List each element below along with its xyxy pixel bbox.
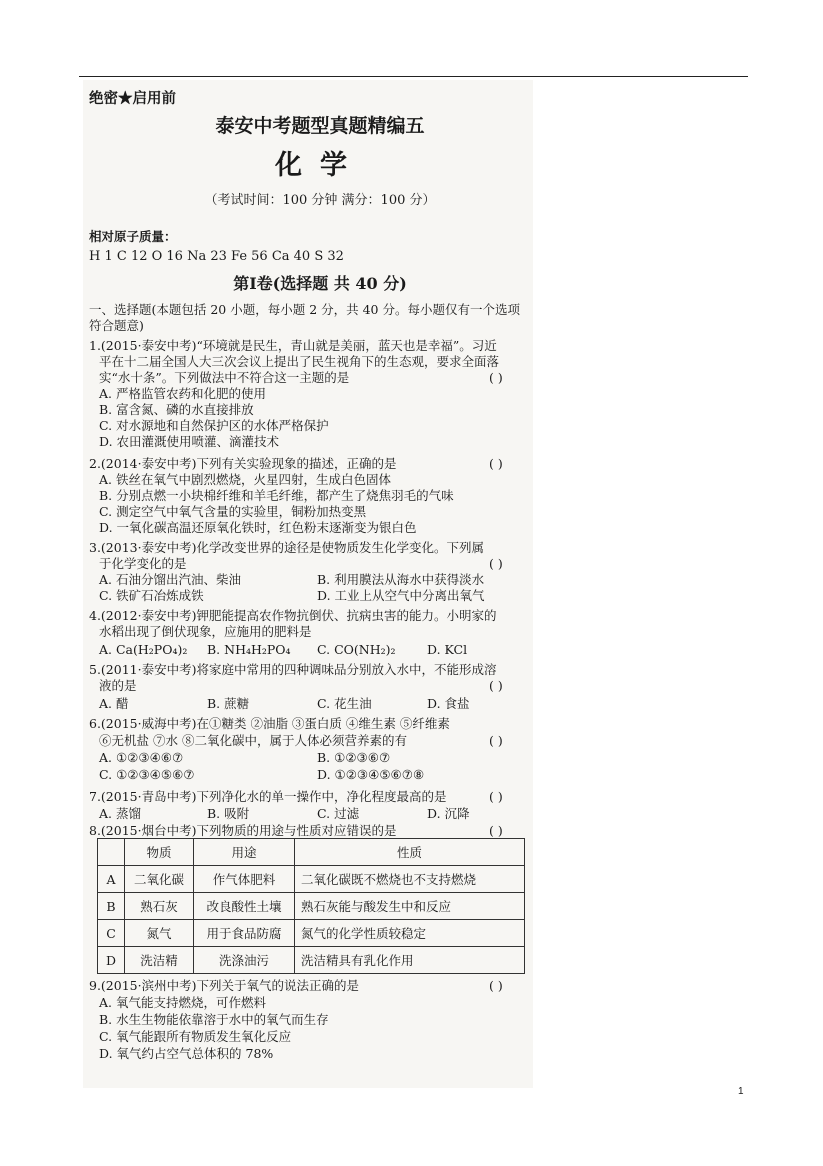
- question-6-option-b: B. ①②③⑥⑦: [317, 750, 391, 765]
- instructions-line: 符合题意): [89, 318, 144, 333]
- question-5-line: 液的是: [99, 678, 137, 693]
- question-1-line: 实“水十条”。下列做法中不符合这一主题的是: [99, 370, 350, 385]
- table-cell: 熟石灰: [125, 893, 194, 920]
- question-3-option-d: D. 工业上从空气中分离出氧气: [317, 588, 485, 603]
- table-row: [98, 893, 525, 920]
- answer-paren: ( ): [489, 789, 503, 804]
- atomic-mass-values: H 1 C 12 O 16 Na 23 Fe 56 Ca 40 S 32: [89, 249, 344, 264]
- question-4-line: 水稻出现了倒伏现象，应施用的肥料是: [99, 624, 312, 639]
- subject-title: 化学: [275, 150, 365, 181]
- question-6-line: ⑥无机盐 ⑦水 ⑧二氧化碳中，属于人体必须营养素的有: [99, 733, 407, 748]
- table-cell: 改良酸性土壤: [194, 893, 295, 920]
- table-header-cell: [98, 839, 125, 866]
- table-cell: C: [98, 920, 125, 947]
- question-3-option-b: B. 利用膜法从海水中获得淡水: [317, 572, 485, 587]
- question-1-line: 平在十二届全国人大三次会议上提出了民生视角下的生态观，要求全面落: [99, 354, 500, 369]
- question-3-line: 3.(2013·泰安中考)化学改变世界的途径是使物质发生化学变化。下列属: [89, 540, 484, 555]
- table-row: [98, 947, 525, 974]
- question-2-line: 2.(2014·泰安中考)下列有关实验现象的描述，正确的是: [89, 456, 397, 471]
- table-cell: 氮气: [125, 920, 194, 947]
- answer-paren: ( ): [489, 733, 503, 748]
- table-cell: 氮气的化学性质较稳定: [295, 920, 525, 947]
- table-cell: D: [98, 947, 125, 974]
- table-cell: B: [98, 893, 125, 920]
- question-7-option-d: D. 沉降: [427, 806, 470, 821]
- question-4-option-d: D. KCl: [427, 642, 468, 657]
- table-cell: 熟石灰能与酸发生中和反应: [295, 893, 525, 920]
- table-cell: 洗涤油污: [194, 947, 295, 974]
- question-6-option-c: C. ①②③④⑤⑥⑦: [99, 767, 195, 782]
- question-4-option-b: B. NH₄H₂PO₄: [207, 642, 291, 657]
- question-1-option-b: B. 富含氮、磷的水直接排放: [99, 402, 254, 417]
- atomic-mass-label: 相对原子质量：: [89, 229, 177, 244]
- table-cell: A: [98, 866, 125, 893]
- exam-time: （考试时间：100 分钟 满分：100 分）: [204, 193, 436, 208]
- question-3-line: 于化学变化的是: [99, 556, 187, 571]
- confidential-label: 绝密★启用前: [89, 90, 176, 107]
- question-7-option-a: A. 蒸馏: [99, 806, 141, 821]
- answer-paren: ( ): [489, 823, 503, 838]
- answer-paren: ( ): [489, 556, 503, 571]
- question-5-line: 5.(2011·泰安中考)将家庭中常用的四种调味品分别放入水中，不能形成溶: [89, 662, 497, 677]
- answer-paren: ( ): [489, 370, 503, 385]
- question-3-option-a: A. 石油分馏出汽油、柴油: [99, 572, 241, 587]
- question-6-line: 6.(2015·威海中考)在①糖类 ②油脂 ③蛋白质 ④维生素 ⑤纤维素: [89, 716, 450, 731]
- table-cell: 作气体肥料: [194, 866, 295, 893]
- question-4-option-c: C. CO(NH₂)₂: [317, 642, 396, 657]
- question-2-option-a: A. 铁丝在氧气中剧烈燃烧，火星四射，生成白色固体: [99, 472, 391, 487]
- question-5-option-b: B. 蔗糖: [207, 696, 250, 711]
- table-header-cell: 用途: [194, 839, 295, 866]
- question-7-line: 7.(2015·青岛中考)下列净化水的单一操作中，净化程度最高的是: [89, 789, 447, 804]
- answer-paren: ( ): [489, 456, 503, 471]
- question-2-option-d: D. 一氧化碳高温还原氧化铁时，红色粉末逐渐变为银白色: [99, 520, 417, 535]
- table-cell: 二氧化碳: [125, 866, 194, 893]
- question-8-line: 8.(2015·烟台中考)下列物质的用途与性质对应错误的是: [89, 823, 397, 838]
- question-9-option-a: A. 氧气能支持燃烧，可作燃料: [99, 995, 266, 1010]
- page-number: 1: [738, 1086, 744, 1097]
- question-1-line: 1.(2015·泰安中考)“环境就是民生，青山就是美丽，蓝天也是幸福”。习近: [89, 338, 497, 353]
- question-9-option-d: D. 氧气约占空气总体积的 78%: [99, 1046, 274, 1061]
- question-1-option-d: D. 农田灌溉使用喷灌、滴灌技术: [99, 434, 280, 449]
- question-2-option-c: C. 测定空气中氧气含量的实验里，铜粉加热变黑: [99, 504, 367, 519]
- section-title: 第Ⅰ卷(选择题 共 40 分): [233, 274, 407, 293]
- question-2-option-b: B. 分别点燃一小块棉纤维和羊毛纤维，都产生了烧焦羽毛的气味: [99, 488, 454, 503]
- question-7-option-c: C. 过滤: [317, 806, 360, 821]
- question-4-option-a: A. Ca(H₂PO₄)₂: [99, 642, 188, 657]
- table-header-cell: 物质: [125, 839, 194, 866]
- question-5-option-c: C. 花生油: [317, 696, 372, 711]
- question-5-option-d: D. 食盐: [427, 696, 470, 711]
- exam-title: 泰安中考题型真题精编五: [215, 115, 425, 137]
- table-cell: 洗洁精具有乳化作用: [295, 947, 525, 974]
- question-1-option-a: A. 严格监管农药和化肥的使用: [99, 386, 266, 401]
- answer-paren: ( ): [489, 978, 503, 993]
- question-9-option-c: C. 氧气能跟所有物质发生氧化反应: [99, 1029, 292, 1044]
- table-cell: 用于食品防腐: [194, 920, 295, 947]
- instructions-line: 一、选择题(本题包括 20 小题，每小题 2 分，共 40 分。每小题仅有一个选项: [89, 302, 520, 317]
- property-table: [97, 838, 525, 974]
- question-6-option-d: D. ①②③④⑤⑥⑦⑧: [317, 767, 425, 782]
- table-cell: 洗洁精: [125, 947, 194, 974]
- answer-paren: ( ): [489, 678, 503, 693]
- table-header-row: [98, 839, 525, 866]
- question-4-line: 4.(2012·泰安中考)钾肥能提高农作物抗倒伏、抗病虫害的能力。小明家的: [89, 608, 497, 623]
- question-5-option-a: A. 醋: [99, 696, 129, 711]
- question-1-option-c: C. 对水源地和自然保护区的水体严格保护: [99, 418, 329, 433]
- question-6-option-a: A. ①②③④⑥⑦: [99, 750, 184, 765]
- table-cell: 二氧化碳既不燃烧也不支持燃烧: [295, 866, 525, 893]
- top-rule: [79, 76, 748, 77]
- question-3-option-c: C. 铁矿石冶炼成铁: [99, 588, 204, 603]
- table-row: [98, 866, 525, 893]
- question-7-option-b: B. 吸附: [207, 806, 250, 821]
- table-row: [98, 920, 525, 947]
- question-9-option-b: B. 水生生物能依靠溶于水中的氧气而生存: [99, 1012, 329, 1027]
- table-header-cell: 性质: [295, 839, 525, 866]
- question-9-line: 9.(2015·滨州中考)下列关于氧气的说法正确的是: [89, 978, 359, 993]
